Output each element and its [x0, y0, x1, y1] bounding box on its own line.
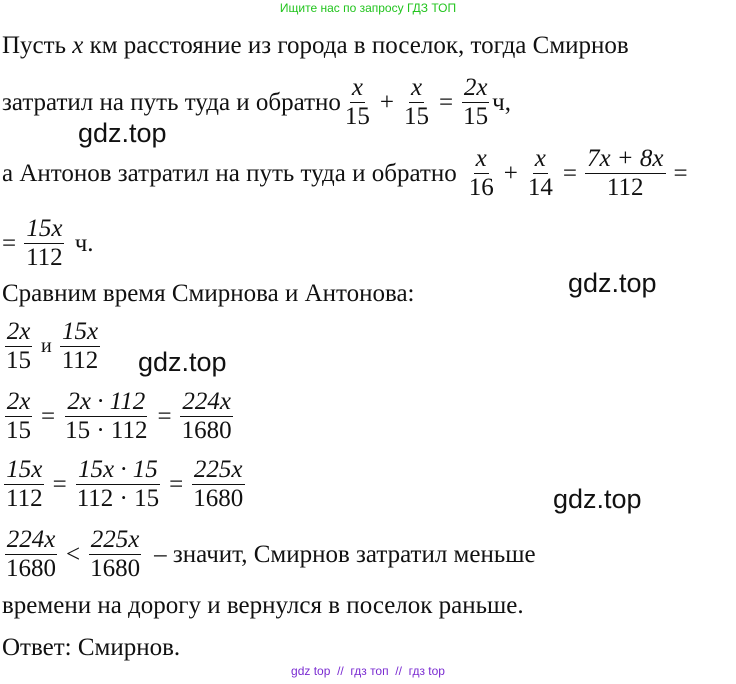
line2-post: ч,: [492, 88, 511, 116]
watermark: gdz.top: [568, 268, 657, 298]
text-line-8: $\frac{15x}{112}$ = $\frac{15x \cdot 15}{112 \cdot 15}$ = $\frac{225x}{1680}$: [6, 456, 244, 512]
fraction: $\frac{15x}{112}$: [61, 318, 99, 374]
text-line-3: а Антонов затратил на путь туда и обратно $\frac{x}{16}$ + $\frac{x}{14}$ = $\frac{7x + 8x}{112}$ =: [2, 145, 688, 201]
watermark: gdz.top: [78, 118, 167, 148]
text-line-10: времени на дорогу и вернулся в поселок раньше.: [2, 592, 524, 619]
fraction: $\frac{224x}{1680}$: [6, 526, 56, 582]
text-line-11: Ответ: Смирнов.: [2, 634, 181, 661]
fraction: $\frac{225x}{1680}$: [90, 526, 141, 582]
fraction: $\frac{x}{16}$: [468, 145, 494, 201]
fraction: $\frac{2x \cdot 112}{15 \cdot 112}$: [65, 388, 148, 444]
text-line-1: [2, 32, 629, 60]
text-line-5: Сравним время Смирнова и Антонова:: [2, 280, 415, 307]
text-line-6: $\frac{2x}{15}$ и $\frac{15x}{112}$: [6, 318, 99, 374]
fraction: $\frac{15x}{112}$: [26, 215, 63, 271]
text-line-4: = $\frac{15x}{112}$ ч.: [2, 215, 94, 271]
fraction: $\frac{15x \cdot 15}{112 \cdot 15}$: [76, 456, 160, 512]
fraction: $\frac{2x}{15}$: [6, 388, 31, 444]
watermark: gdz.top: [138, 347, 227, 377]
fraction: $\frac{7x + 8x}{112}$: [586, 145, 664, 201]
fraction: $\frac{2x}{15}$: [463, 74, 489, 130]
watermark: gdz.top: [553, 484, 642, 514]
line2-pre: затратил на путь туда и обратно: [2, 88, 341, 116]
line1-pre: Пусть: [2, 32, 73, 59]
fraction: $\frac{x}{15}$: [344, 74, 370, 130]
fraction: $\frac{15x}{112}$: [6, 456, 43, 512]
footer-links: gdz top // гдз топ // гдз top: [291, 664, 445, 678]
top-banner: Ищите нас по запросу ГДЗ ТОП: [279, 1, 457, 15]
line3-pre: а Антонов затратил на путь туда и обратно: [2, 159, 457, 187]
text-line-7: $\frac{2x}{15}$ = $\frac{2x \cdot 112}{15 \cdot 112}$ = $\frac{224x}{1680}$: [6, 388, 232, 444]
line1-var: x: [72, 32, 84, 59]
fraction: $\frac{x}{14}$: [527, 145, 553, 201]
line1-post: км расстояние из города в поселок, тогда Смирнов: [83, 32, 629, 59]
text-line-9: $\frac{224x}{1680}$ < $\frac{225x}{1680}$ – значит, Смирнов затратил меньше: [6, 526, 536, 582]
fraction: $\frac{x}{15}$: [404, 74, 430, 130]
fraction: $\frac{225x}{1680}$: [193, 456, 244, 512]
text-line-2: затратил на путь туда и обратно $\frac{x}{15}$ + $\frac{x}{15}$ = $\frac{2x}{15}$ ч,: [2, 74, 511, 130]
fraction: $\frac{224x}{1680}$: [181, 388, 232, 444]
fraction: $\frac{2x}{15}$: [6, 318, 31, 374]
